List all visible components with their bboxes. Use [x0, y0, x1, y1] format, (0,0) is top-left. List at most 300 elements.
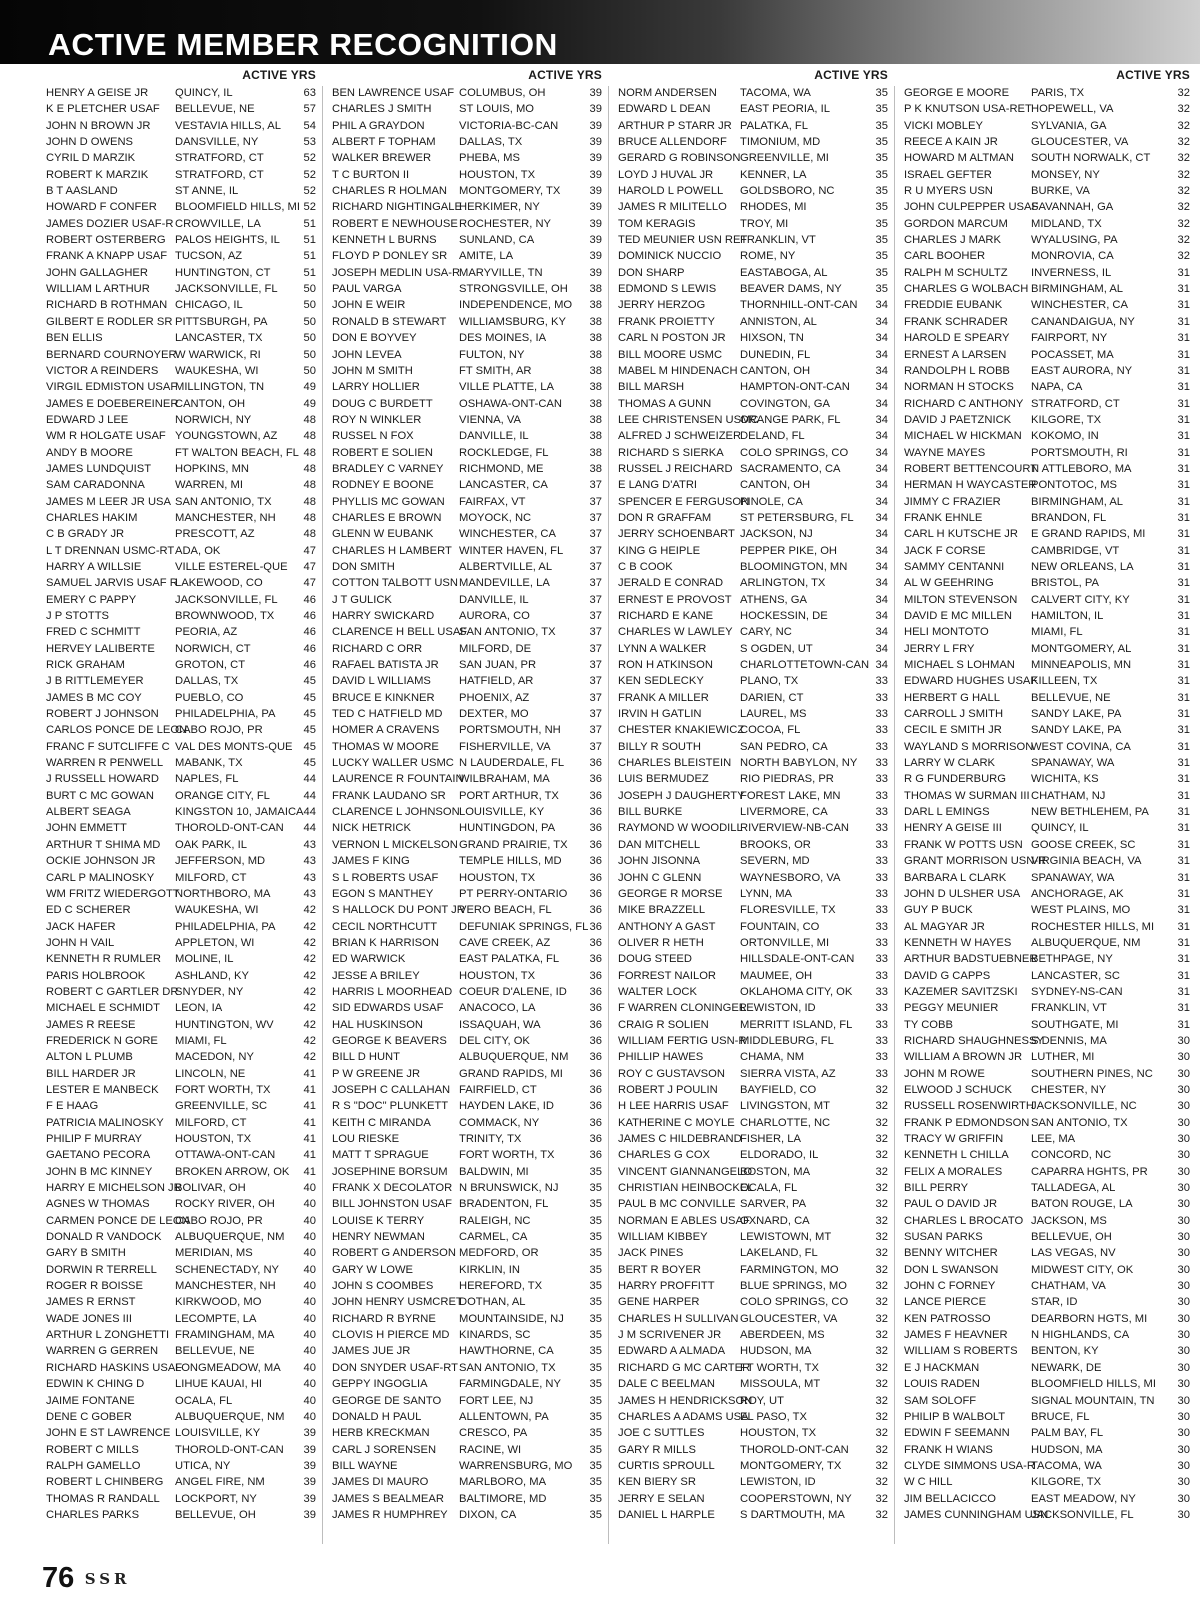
- member-row: [328, 428, 602, 444]
- member-active-years: 30: [1177, 1149, 1190, 1162]
- member-name: P W GREENE JR: [332, 1067, 421, 1080]
- member-active-years: 40: [303, 1361, 316, 1374]
- member-name: RALPH M SCHULTZ: [904, 266, 1008, 279]
- member-name: JOHN E ST LAWRENCE: [46, 1427, 171, 1440]
- member-active-years: 42: [303, 969, 316, 982]
- member-location: OSHAWA-ONT-CAN: [459, 397, 562, 410]
- member-location: SYDNEY-NS-CAN: [1031, 985, 1123, 998]
- member-active-years: 33: [875, 887, 888, 900]
- member-location: RIVERVIEW-NB-CAN: [740, 822, 849, 835]
- member-location: BETHPAGE, NY: [1031, 953, 1113, 966]
- member-name: CARL P MALINOSKY: [46, 871, 155, 884]
- member-location: ROCKY RIVER, OH: [175, 1198, 275, 1211]
- member-row: [42, 297, 316, 313]
- member-location: TEMPLE HILLS, MD: [459, 855, 562, 868]
- member-name: PARIS HOLBROOK: [46, 969, 146, 982]
- member-row: [900, 837, 1190, 853]
- member-row: [614, 281, 888, 297]
- member-name: SAM SOLOFF: [904, 1394, 977, 1407]
- member-location: PUEBLO, CO: [175, 691, 244, 704]
- member-active-years: 36: [589, 789, 602, 802]
- member-name: DAVID E MC MILLEN: [904, 610, 1012, 622]
- member-row: [900, 1000, 1190, 1016]
- member-active-years: 30: [1177, 1492, 1190, 1505]
- member-active-years: 30: [1177, 1034, 1190, 1047]
- member-location: LONGMEADOW, MA: [175, 1361, 281, 1374]
- member-row: [900, 1311, 1190, 1327]
- member-location: MIAMI, FL: [175, 1034, 227, 1047]
- member-name: RICHARD E KANE: [618, 610, 714, 622]
- member-location: MILFORD, DE: [459, 642, 532, 655]
- member-location: W WARWICK, RI: [175, 348, 261, 361]
- member-row: [42, 1033, 316, 1049]
- member-row: [328, 1393, 602, 1409]
- member-name: KATHERINE C MOYLE: [618, 1116, 735, 1129]
- member-location: PHILADELPHIA, PA: [175, 708, 276, 721]
- member-row: [900, 1458, 1190, 1474]
- member-active-years: 38: [589, 332, 602, 345]
- member-row: [614, 445, 888, 461]
- page-title: ACTIVE MEMBER RECOGNITION: [48, 27, 558, 62]
- member-active-years: 37: [589, 479, 602, 492]
- member-active-years: 32: [875, 1296, 888, 1309]
- member-active-years: 34: [875, 413, 888, 426]
- member-name: JOHN D OWENS: [46, 136, 134, 149]
- member-name: MABEL M HINDENACH: [618, 364, 738, 377]
- member-name: FRANK SCHRADER: [904, 315, 1008, 328]
- member-row: [42, 739, 316, 755]
- member-name: DON SNYDER USAF-RT: [332, 1361, 458, 1374]
- member-active-years: 32: [875, 1508, 888, 1521]
- member-name: FRANK A MILLER: [618, 691, 709, 704]
- member-active-years: 50: [303, 315, 316, 328]
- member-active-years: 37: [589, 691, 602, 704]
- member-name: ROBERT E NEWHOUSE: [332, 217, 458, 230]
- member-name: GERARD G ROBINSON: [618, 152, 741, 165]
- member-name: HELI MONTOTO: [904, 626, 989, 639]
- member-active-years: 52: [303, 152, 316, 165]
- member-row: [328, 984, 602, 1000]
- member-active-years: 31: [1177, 397, 1190, 410]
- member-location: BURKE, VA: [1031, 185, 1090, 198]
- member-location: CAVE CREEK, AZ: [459, 936, 551, 949]
- member-location: RALEIGH, NC: [459, 1214, 531, 1227]
- member-row: [42, 461, 316, 477]
- member-location: MIAMI, FL: [1031, 626, 1083, 639]
- member-active-years: 32: [875, 1263, 888, 1276]
- member-location: YOUNGSTOWN, AZ: [175, 430, 278, 443]
- member-name: DANIEL L HARPLE: [618, 1508, 715, 1521]
- member-name: JOSEPH C CALLAHAN: [332, 1083, 451, 1096]
- member-row: [328, 853, 602, 869]
- member-active-years: 32: [1177, 119, 1190, 132]
- member-location: APPLETON, WI: [175, 936, 255, 949]
- member-location: CARMEL, CA: [459, 1231, 528, 1244]
- member-name: BERT R BOYER: [618, 1263, 701, 1276]
- member-location: SEVERN, MD: [740, 855, 810, 868]
- member-location: VERO BEACH, FL: [459, 904, 552, 917]
- member-location: FORT WORTH, TX: [175, 1083, 271, 1096]
- member-name: JAMES JUE JR: [332, 1345, 411, 1358]
- member-row: [900, 526, 1190, 542]
- member-active-years: 63: [303, 87, 316, 99]
- member-row: [328, 608, 602, 624]
- member-row: [328, 281, 602, 297]
- member-name: JAMES R REESE: [46, 1018, 136, 1031]
- member-location: WILBRAHAM, MA: [459, 773, 550, 786]
- member-row: [328, 248, 602, 264]
- member-location: LEON, IA: [175, 1002, 223, 1015]
- member-row: [614, 984, 888, 1000]
- member-location: LEWISTON, ID: [740, 1002, 816, 1015]
- member-name: EMERY C PAPPY: [46, 593, 137, 606]
- member-row: [328, 1294, 602, 1310]
- member-name: JOHN B MC KINNEY: [46, 1165, 153, 1178]
- member-row: [900, 1115, 1190, 1131]
- member-location: STRATFORD, CT: [1031, 397, 1120, 410]
- member-row: [328, 379, 602, 395]
- member-active-years: 41: [303, 1067, 316, 1080]
- member-name: HOWARD M ALTMAN: [904, 152, 1015, 165]
- member-name: LOUIS RADEN: [904, 1378, 980, 1391]
- member-location: FLORESVILLE, TX: [740, 904, 836, 917]
- member-active-years: 33: [875, 985, 888, 998]
- member-active-years: 37: [589, 626, 602, 639]
- member-name: JIMMY C FRAZIER: [904, 495, 1001, 508]
- member-active-years: 32: [875, 1443, 888, 1456]
- member-row: [614, 428, 888, 444]
- member-row: [614, 559, 888, 575]
- member-active-years: 40: [303, 1378, 316, 1391]
- member-name: RUSSELL ROSENWIRTH: [904, 1100, 1034, 1113]
- member-location: HUDSON, MA: [1031, 1443, 1103, 1456]
- member-name: RICHARD S SIERKA: [618, 446, 724, 459]
- member-location: MINNEAPOLIS, MN: [1031, 659, 1132, 672]
- member-active-years: 40: [303, 1263, 316, 1276]
- member-name: CHARLES BLEISTEIN: [618, 757, 732, 770]
- member-location: HOPKINS, MN: [175, 462, 249, 475]
- member-row: [328, 624, 602, 640]
- member-name: KENNETH R RUMLER: [46, 953, 161, 966]
- member-row: [614, 543, 888, 559]
- member-row: [614, 1098, 888, 1114]
- member-location: ANGEL FIRE, NM: [175, 1476, 265, 1489]
- member-name: WILLIAM L ARTHUR: [46, 283, 150, 296]
- member-active-years: 40: [303, 1410, 316, 1423]
- member-active-years: 39: [589, 185, 602, 198]
- member-name: JOHN LEVEA: [332, 348, 402, 361]
- member-location: FRANKLIN, VT: [740, 234, 816, 247]
- member-location: BELLEVUE, NE: [1031, 691, 1111, 704]
- member-name: GEORGE K BEAVERS: [332, 1034, 447, 1047]
- member-active-years: 36: [589, 838, 602, 851]
- member-active-years: 36: [589, 1018, 602, 1031]
- member-name: DAVID L WILLIAMS: [332, 675, 431, 688]
- member-location: NORWICH, NY: [175, 413, 252, 426]
- member-row: [614, 1082, 888, 1098]
- member-location: EASTABOGA, AL: [740, 266, 828, 279]
- member-name: WILLIAM A BROWN JR: [904, 1051, 1023, 1064]
- member-list: [900, 85, 1190, 1523]
- member-active-years: 48: [303, 479, 316, 492]
- member-row: [328, 101, 602, 117]
- member-location: DALLAS, TX: [459, 136, 523, 149]
- member-location: BOSTON, MA: [740, 1165, 811, 1178]
- member-active-years: 38: [589, 397, 602, 410]
- member-row: [42, 1507, 316, 1523]
- member-location: CANANDAIGUA, NY: [1031, 315, 1135, 328]
- member-row: [900, 853, 1190, 869]
- member-name: ROBERT C GARTLER DR: [46, 985, 179, 998]
- member-row: [900, 1131, 1190, 1147]
- member-active-years: 44: [303, 822, 316, 835]
- member-name: NORMAN H STOCKS: [904, 381, 1014, 394]
- member-name: WAYLAND S MORRISON: [904, 740, 1034, 753]
- member-active-years: 31: [1177, 511, 1190, 524]
- member-row: [614, 902, 888, 918]
- member-name: HARRIS L MOORHEAD: [332, 985, 453, 998]
- member-name: JAMES DOZIER USAF-R: [46, 217, 174, 230]
- member-location: GRAND RAPIDS, MI: [459, 1067, 563, 1080]
- member-row: [614, 1376, 888, 1392]
- member-active-years: 35: [589, 1394, 602, 1407]
- member-location: CHICAGO, IL: [175, 299, 243, 312]
- member-row: [42, 85, 316, 101]
- member-row: [42, 755, 316, 771]
- member-active-years: 51: [303, 217, 316, 230]
- member-location: COLUMBUS, OH: [459, 87, 546, 99]
- member-location: FAIRFAX, VT: [459, 495, 526, 508]
- member-location: LAUREL, MS: [740, 708, 807, 721]
- member-row: [328, 788, 602, 804]
- member-name: RICHARD NIGHTINGALE: [332, 201, 462, 214]
- member-active-years: 35: [875, 87, 888, 99]
- member-active-years: 35: [589, 1378, 602, 1391]
- member-row: [42, 722, 316, 738]
- member-row: [900, 1442, 1190, 1458]
- member-location: DANVILLE, IL: [459, 430, 529, 443]
- member-name: KAZEMER SAVITZSKI: [904, 985, 1018, 998]
- member-location: TUCSON, AZ: [175, 250, 243, 263]
- member-row: [328, 575, 602, 591]
- member-row: [614, 820, 888, 836]
- member-active-years: 53: [303, 136, 316, 149]
- member-active-years: 32: [1177, 234, 1190, 247]
- member-row: [42, 101, 316, 117]
- member-name: SID EDWARDS USAF: [332, 1002, 444, 1015]
- member-location: JACKSON, MS: [1031, 1214, 1107, 1227]
- member-name: PAUL O DAVID JR: [904, 1198, 998, 1211]
- member-active-years: 33: [875, 855, 888, 868]
- member-name: BILL MOORE USMC: [618, 348, 723, 361]
- member-active-years: 32: [875, 1312, 888, 1325]
- member-columns: [42, 68, 1192, 1544]
- member-active-years: 34: [875, 462, 888, 475]
- member-row: [328, 363, 602, 379]
- member-location: DALLAS, TX: [175, 675, 239, 688]
- member-name: BURT C MC GOWAN: [46, 789, 154, 802]
- member-active-years: 30: [1177, 1508, 1190, 1521]
- member-active-years: 39: [589, 266, 602, 279]
- member-active-years: 32: [1177, 168, 1190, 181]
- member-active-years: 35: [589, 1296, 602, 1309]
- member-location: ROCHESTER HILLS, MI: [1031, 920, 1155, 933]
- member-location: KIRKWOOD, MO: [175, 1296, 262, 1309]
- member-name: CHARLES G COX: [618, 1149, 711, 1162]
- member-row: [900, 1180, 1190, 1196]
- member-name: GARY B SMITH: [46, 1247, 126, 1260]
- member-active-years: 31: [1177, 675, 1190, 688]
- member-name: ERNEST E PROVOST: [618, 593, 732, 606]
- member-active-years: 32: [875, 1378, 888, 1391]
- member-row: [42, 477, 316, 493]
- member-name: LEE CHRISTENSEN USMC: [618, 413, 759, 426]
- member-row: [614, 804, 888, 820]
- member-location: VICTORIA-BC-CAN: [459, 119, 559, 132]
- member-active-years: 35: [875, 234, 888, 247]
- member-row: [42, 248, 316, 264]
- column-header-active-yrs: ACTIVE YRS: [1116, 68, 1190, 82]
- member-active-years: 32: [1177, 185, 1190, 198]
- member-location: SNYDER, NY: [175, 985, 244, 998]
- member-location: LAS VEGAS, NV: [1031, 1247, 1116, 1260]
- member-name: MATT T SPRAGUE: [332, 1149, 429, 1162]
- member-location: MANCHESTER, NH: [175, 511, 276, 524]
- member-active-years: 50: [303, 348, 316, 361]
- member-location: DARIEN, CT: [740, 691, 804, 704]
- member-name: CHARLES L BROCATO: [904, 1214, 1024, 1227]
- member-row: [900, 314, 1190, 330]
- member-row: [42, 330, 316, 346]
- member-name: CHARLES H LAMBERT: [332, 544, 452, 557]
- member-name: JOHN HENRY USMCRET: [332, 1296, 463, 1309]
- member-active-years: 33: [875, 936, 888, 949]
- member-row: [614, 1294, 888, 1310]
- member-name: ROBERT J JOHNSON: [46, 708, 159, 721]
- member-active-years: 35: [589, 1247, 602, 1260]
- member-location: POCASSET, MA: [1031, 348, 1114, 361]
- member-active-years: 37: [589, 659, 602, 672]
- member-name: ROBERT G ANDERSON: [332, 1247, 456, 1260]
- member-location: JACKSON, NJ: [740, 528, 813, 541]
- member-active-years: 34: [875, 348, 888, 361]
- member-location: PHILADELPHIA, PA: [175, 920, 276, 933]
- member-name: DON E BOYVEY: [332, 332, 417, 345]
- member-name: COTTON TALBOTT USN: [332, 577, 458, 590]
- member-name: CLARENCE L JOHNSON: [332, 806, 460, 819]
- member-name: BILL MARSH: [618, 381, 685, 394]
- member-active-years: 46: [303, 593, 316, 606]
- member-active-years: 31: [1177, 1002, 1190, 1015]
- member-row: [900, 919, 1190, 935]
- member-active-years: 31: [1177, 544, 1190, 557]
- member-active-years: 35: [589, 1508, 602, 1521]
- member-location: WEST COVINA, CA: [1031, 740, 1131, 753]
- member-location: COVINGTON, GA: [740, 397, 830, 410]
- member-active-years: 32: [875, 1394, 888, 1407]
- member-name: VICKI MOBLEY: [904, 119, 983, 132]
- member-location: GROTON, CT: [175, 659, 246, 672]
- member-location: ALLENTOWN, PA: [459, 1410, 549, 1423]
- member-row: [614, 1229, 888, 1245]
- member-row: [900, 1425, 1190, 1441]
- member-active-years: 36: [589, 822, 602, 835]
- member-active-years: 34: [875, 446, 888, 459]
- member-active-years: 35: [589, 1263, 602, 1276]
- member-location: PORT ARTHUR, TX: [459, 789, 559, 802]
- member-location: WAUKESHA, WI: [175, 364, 259, 377]
- member-active-years: 37: [589, 544, 602, 557]
- member-row: [900, 1033, 1190, 1049]
- member-active-years: 39: [589, 87, 602, 99]
- member-active-years: 42: [303, 920, 316, 933]
- member-location: TRINITY, TX: [459, 1133, 522, 1145]
- member-active-years: 30: [1177, 1459, 1190, 1472]
- member-location: RHODES, MI: [740, 201, 807, 214]
- member-active-years: 32: [875, 1345, 888, 1358]
- member-name: PHILLIP HAWES: [618, 1051, 704, 1064]
- member-location: HOPEWELL, VA: [1031, 103, 1114, 116]
- member-active-years: 39: [589, 152, 602, 165]
- member-location: NORTH BABYLON, NY: [740, 757, 858, 770]
- member-active-years: 41: [303, 1083, 316, 1096]
- member-location: MERIDIAN, MS: [175, 1247, 253, 1260]
- member-location: BELLEVUE, NE: [175, 103, 255, 116]
- member-location: BEAVER DAMS, NY: [740, 283, 842, 296]
- member-name: KENNETH W HAYES: [904, 936, 1012, 949]
- member-row: [900, 428, 1190, 444]
- member-active-years: 48: [303, 495, 316, 508]
- member-location: MANDEVILLE, LA: [459, 577, 550, 590]
- member-location: WARREN, MI: [175, 479, 243, 492]
- member-name: NORM ANDERSEN: [618, 87, 717, 99]
- member-name: CARL J SORENSEN: [332, 1443, 437, 1456]
- member-location: ADA, OK: [175, 544, 221, 557]
- member-active-years: 35: [589, 1476, 602, 1489]
- member-active-years: 36: [589, 757, 602, 770]
- member-row: [614, 1278, 888, 1294]
- member-row: [900, 559, 1190, 575]
- member-location: NEWARK, DE: [1031, 1361, 1102, 1374]
- member-name: PAUL B MC CONVILLE: [618, 1198, 736, 1211]
- member-active-years: 32: [875, 1280, 888, 1293]
- member-active-years: 31: [1177, 283, 1190, 296]
- member-location: JACKSONVILLE, FL: [175, 593, 278, 606]
- member-name: GUY P BUCK: [904, 904, 973, 917]
- member-location: THOROLD-ONT-CAN: [175, 1443, 284, 1456]
- member-row: [614, 739, 888, 755]
- member-row: [42, 575, 316, 591]
- member-name: RICHARD HASKINS USAF: [46, 1361, 183, 1374]
- member-location: MONTGOMERY, TX: [740, 1459, 842, 1472]
- member-name: C B GRADY JR: [46, 528, 125, 541]
- member-active-years: 35: [589, 1329, 602, 1342]
- member-row: [328, 673, 602, 689]
- member-row: [614, 248, 888, 264]
- member-active-years: 32: [875, 1133, 888, 1145]
- member-name: THOMAS W MOORE: [332, 740, 439, 753]
- member-active-years: 36: [589, 806, 602, 819]
- member-name: AGNES W THOMAS: [46, 1198, 150, 1211]
- member-active-years: 34: [875, 544, 888, 557]
- member-active-years: 42: [303, 936, 316, 949]
- column-divider: [894, 86, 895, 1544]
- member-name: JACK PINES: [618, 1247, 684, 1260]
- member-name: THOMAS R RANDALL: [46, 1492, 160, 1505]
- member-row: [42, 870, 316, 886]
- member-name: ALFRED J SCHWEIZER: [618, 430, 742, 443]
- member-row: [328, 1017, 602, 1033]
